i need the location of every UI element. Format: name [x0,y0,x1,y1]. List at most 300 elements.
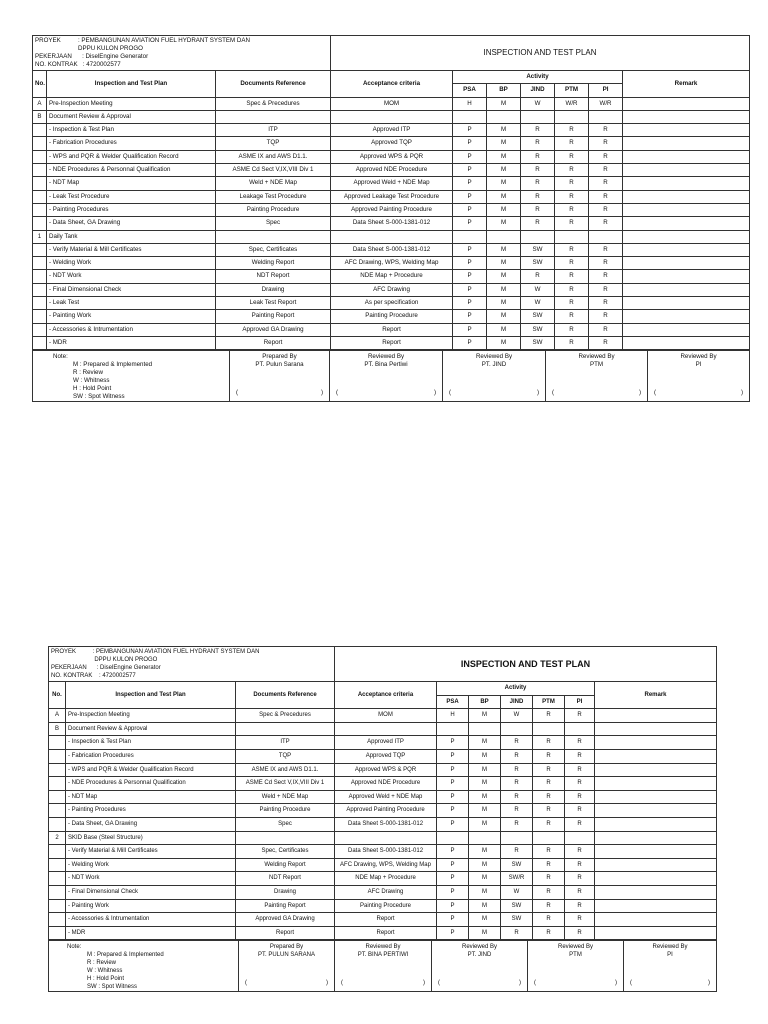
row-jind: W [501,709,533,723]
row-remark [623,164,750,177]
table-row [33,323,750,336]
row-ptm: R [533,845,565,859]
row-psa: P [453,190,487,203]
row-docs: ASME Cd Sect V,IX,VIII Div 1 [236,777,335,791]
row-remark [595,736,717,750]
row-psa: P [437,790,469,804]
row-no: 2 [49,831,66,845]
row-pi: R [565,899,595,913]
row-criteria: Data Sheet S-000-1381-012 [335,817,437,831]
row-criteria: Approved TQP [335,749,437,763]
row-jind: SW [501,899,533,913]
table-row [33,310,750,323]
row-no: 1 [33,230,47,243]
row-remark [623,270,750,283]
table-row [49,845,717,859]
row-ptm: R [533,858,565,872]
row-remark [595,804,717,818]
table-row [33,150,750,163]
signature-org: PT. JIND [467,952,492,959]
reviewed-by-ptm-block [546,351,648,402]
row-remark [595,885,717,899]
row-plan: - Verify Material & Mill Certificates [66,845,236,859]
row-jind: W [521,97,555,110]
row-remark [623,190,750,203]
row-docs: Spec, Certificates [216,243,331,256]
row-bp: M [487,243,521,256]
row-jind: W [521,297,555,310]
signature-org: PTM [589,361,604,369]
row-psa: P [437,913,469,927]
row-pi: R [565,817,595,831]
row-criteria: Approved Painting Procedure [335,804,437,818]
project-line: PROYEK : PEMBANGUNAN AVIATION FUEL HYDRANT SYSTEM DAN [35,37,250,44]
row-no: A [33,97,47,110]
row-remark [623,297,750,310]
signature-table [32,350,750,402]
row-docs: ITP [236,736,335,750]
row-pi: R [589,124,623,137]
signature-label: Reviewed By [680,353,717,361]
legend-m: M : Prepared & Implemented [73,361,153,369]
row-bp: M [469,872,501,886]
row-docs: Welding Report [236,858,335,872]
row-no [49,790,66,804]
row-ptm: R [533,763,565,777]
row-docs: Spec [236,817,335,831]
row-bp: M [487,270,521,283]
signature-line [443,389,545,397]
table-row [33,164,750,177]
table-row [33,137,750,150]
row-remark [595,845,717,859]
row-criteria: Painting Procedure [335,899,437,913]
row-plan: - Painting Procedures [47,203,216,216]
row-pi [565,722,595,736]
contract-line: NO. KONTRAK : 4720002577 [35,61,121,68]
row-pi [589,230,623,243]
table-row [49,831,717,845]
row-no [33,270,47,283]
row-ptm: R [555,137,589,150]
row-no [49,817,66,831]
paren-open: ( [534,980,536,987]
reviewed-by-jind-block [432,941,528,992]
table-row [49,722,717,736]
signature-line [648,389,749,397]
row-psa: P [453,124,487,137]
reviewed-by-bp-block [330,351,443,402]
paren-close: ) [433,389,436,397]
row-no [33,190,47,203]
reviewed-by-bp-block [335,941,432,992]
row-ptm: R [555,124,589,137]
row-bp: M [469,913,501,927]
row-jind: R [501,736,533,750]
table-row [49,777,717,791]
row-jind [501,831,533,845]
row-bp: M [487,97,521,110]
row-docs [216,110,331,123]
row-ptm: R [533,736,565,750]
row-ptm: R [533,777,565,791]
col-psa: PSA [437,695,469,709]
signature-line [624,979,716,987]
row-plan: Daily Tank [47,230,216,243]
row-psa: H [437,709,469,723]
legend-h: H : Hold Point [87,976,125,983]
row-jind: R [501,749,533,763]
row-no [33,137,47,150]
row-criteria: NDE Map + Procedure [331,270,453,283]
row-remark [623,257,750,270]
row-ptm: R [555,310,589,323]
row-ptm: R [555,164,589,177]
row-criteria: AFC Drawing [335,885,437,899]
row-remark [623,310,750,323]
row-plan: Pre-Inspection Meeting [47,97,216,110]
row-jind: R [501,790,533,804]
row-docs: Drawing [216,283,331,296]
row-pi: R [565,804,595,818]
signature-org: PT. Bina Pertiwi [364,361,408,369]
row-ptm: R [555,283,589,296]
row-plan: - Final Dimensional Check [47,283,216,296]
row-pi: R [565,913,595,927]
row-no [49,913,66,927]
col-no: No. [33,71,47,98]
row-remark [623,97,750,110]
row-jind [521,110,555,123]
row-bp: M [469,790,501,804]
row-psa [437,722,469,736]
row-no [49,926,66,940]
row-jind: SW [521,243,555,256]
row-plan: - Inspection & Test Plan [66,736,236,750]
row-ptm: R [533,899,565,913]
document-title: INSPECTION AND TEST PLAN [331,36,750,71]
row-remark [595,763,717,777]
row-jind: SW [501,913,533,927]
row-psa: P [437,845,469,859]
row-docs [236,831,335,845]
row-plan: - WPS and PQR & Welder Qualification Record [47,150,216,163]
row-remark [623,323,750,336]
row-no: B [49,722,66,736]
row-jind: SW [521,336,555,349]
signature-label: Reviewed By [365,944,401,951]
row-remark [595,872,717,886]
prepared-by-block [230,351,330,402]
row-pi: R [589,150,623,163]
row-plan: - Final Dimensional Check [66,885,236,899]
note-title: Note: [53,353,68,361]
paren-close: ) [638,389,641,397]
paren-close: ) [615,980,617,987]
col-jind: JIND [501,695,533,709]
row-pi: R [589,164,623,177]
row-criteria: Data Sheet S-000-1381-012 [335,845,437,859]
row-pi: R [589,217,623,230]
project-header [49,647,335,682]
row-psa: P [437,885,469,899]
row-ptm: R [555,177,589,190]
row-ptm: R [555,203,589,216]
row-plan: - Data Sheet, GA Drawing [66,817,236,831]
row-docs: Approved GA Drawing [216,323,331,336]
row-ptm: R [555,150,589,163]
row-criteria: Report [335,913,437,927]
row-no [33,124,47,137]
row-pi [565,831,595,845]
row-no [33,257,47,270]
legend-r: R : Review [73,369,103,377]
row-remark [623,243,750,256]
row-jind: R [501,777,533,791]
row-pi: R [589,336,623,349]
row-pi: R [589,323,623,336]
col-jind: JIND [521,84,555,97]
row-psa: P [453,150,487,163]
paren-open: ( [438,980,440,987]
row-docs: ASME Cd Sect V,IX,VIII Div 1 [216,164,331,177]
reviewed-by-ptm-block [528,941,624,992]
table-row [49,885,717,899]
row-docs [216,230,331,243]
table-row [49,817,717,831]
row-psa: P [437,763,469,777]
row-ptm: R [533,709,565,723]
table-row [33,283,750,296]
row-ptm: R [555,297,589,310]
row-ptm: R [533,913,565,927]
signature-table [48,940,717,992]
row-bp [487,110,521,123]
row-ptm: R [533,872,565,886]
row-remark [595,913,717,927]
row-criteria: MOM [335,709,437,723]
table-row [49,763,717,777]
row-no [33,203,47,216]
row-criteria [331,230,453,243]
row-bp: M [469,709,501,723]
row-pi: R [589,243,623,256]
legend-r: R : Review [87,960,117,967]
row-plan: - NDT Map [66,790,236,804]
row-psa: P [453,283,487,296]
table-row [49,736,717,750]
row-psa: P [437,749,469,763]
signature-org: PT. Pulun Sarana [255,361,304,369]
row-bp: M [469,749,501,763]
legend-w: W : Whitness [87,968,123,975]
table-row [33,217,750,230]
signature-org: PT. BINA PERTIWI [357,952,409,959]
row-bp: M [469,926,501,940]
row-ptm: R [533,885,565,899]
paren-open: ( [449,389,452,397]
row-plan: - Welding Work [47,257,216,270]
row-pi: R [565,845,595,859]
row-pi: R [589,310,623,323]
row-pi: R [565,872,595,886]
row-no [49,872,66,886]
signature-label: Prepared By [269,944,304,951]
row-plan: - Verify Material & Mill Certificates [47,243,216,256]
row-plan: - Fabrication Procedures [66,749,236,763]
row-plan: - Leak Test [47,297,216,310]
paren-close: ) [708,980,710,987]
row-pi: R [565,858,595,872]
table-row [33,297,750,310]
row-pi: R [565,749,595,763]
row-psa: P [453,336,487,349]
row-ptm: W/R [555,97,589,110]
row-bp: M [469,899,501,913]
table-row [49,899,717,913]
row-criteria: AFC Drawing, WPS, Welding Map [331,257,453,270]
table-row [49,709,717,723]
row-bp: M [469,736,501,750]
row-bp: M [487,203,521,216]
row-bp: M [487,177,521,190]
signature-org: PI [667,952,673,959]
row-docs: Spec & Precedures [236,709,335,723]
project-line-2: DPPU KULON PROGO [51,657,158,663]
row-pi: R [589,297,623,310]
row-bp: M [469,777,501,791]
legend-w: W : Whitness [73,377,110,385]
row-plan: Document Review & Approval [66,722,236,736]
table-row [33,177,750,190]
row-docs: TQP [216,137,331,150]
row-ptm: R [533,749,565,763]
row-psa: P [453,257,487,270]
row-bp [487,230,521,243]
row-criteria: Approved ITP [335,736,437,750]
signature-line [432,979,527,987]
itp-page-2 [48,646,717,992]
row-no: B [33,110,47,123]
row-criteria: Approved Painting Procedure [331,203,453,216]
row-psa: P [453,177,487,190]
itp-rows [33,97,750,350]
reviewed-by-jind-block [443,351,546,402]
row-remark [623,177,750,190]
row-criteria [331,110,453,123]
legend-sw: SW : Spot Witness [87,984,138,991]
paren-close: ) [326,980,328,987]
paren-close: ) [519,980,521,987]
signature-org: PTM [569,952,582,959]
signature-line [335,979,431,987]
col-pi: PI [565,695,595,709]
row-remark [623,124,750,137]
row-ptm [555,110,589,123]
table-row [33,124,750,137]
signature-org: PI [695,361,702,369]
row-docs: Spec [216,217,331,230]
row-docs: Painting Report [236,899,335,913]
row-criteria: Approved NDE Procedure [331,164,453,177]
row-jind: R [521,217,555,230]
row-docs: NDT Report [236,872,335,886]
row-jind: R [521,190,555,203]
row-jind: W [521,283,555,296]
table-row [33,257,750,270]
row-docs: NDT Report [216,270,331,283]
row-no [49,777,66,791]
note-title: Note: [67,944,82,951]
row-docs: Painting Procedure [216,203,331,216]
row-bp [469,722,501,736]
row-pi: R [589,257,623,270]
row-criteria: Report [331,323,453,336]
row-jind: R [501,926,533,940]
row-docs [236,722,335,736]
row-pi: R [589,137,623,150]
row-criteria: Painting Procedure [331,310,453,323]
row-docs: TQP [236,749,335,763]
col-plan: Inspection and Test Plan [66,682,236,709]
row-no [49,763,66,777]
row-jind: SW [521,310,555,323]
row-jind: R [521,137,555,150]
project-header [33,36,331,71]
row-psa: P [437,804,469,818]
row-plan: Document Review & Approval [47,110,216,123]
row-plan: - NDT Map [47,177,216,190]
row-no: A [49,709,66,723]
row-bp: M [487,150,521,163]
row-jind: W [501,885,533,899]
table-row [33,270,750,283]
col-criteria: Acceptance criteria [331,71,453,98]
row-pi: R [589,177,623,190]
row-psa: P [437,736,469,750]
row-bp: M [487,137,521,150]
row-docs: Painting Procedure [236,804,335,818]
row-docs: Spec & Precedures [216,97,331,110]
row-no [49,899,66,913]
row-bp: M [487,310,521,323]
row-plan: - NDT Work [47,270,216,283]
itp-rows [49,709,717,940]
row-psa: P [453,203,487,216]
row-plan: - Data Sheet, GA Drawing [47,217,216,230]
row-remark [595,858,717,872]
row-criteria: AFC Drawing [331,283,453,296]
col-psa: PSA [453,84,487,97]
row-ptm: R [555,270,589,283]
row-docs: Approved GA Drawing [236,913,335,927]
row-docs: ITP [216,124,331,137]
row-bp: M [469,845,501,859]
row-criteria: Approved NDE Procedure [335,777,437,791]
row-jind: R [521,164,555,177]
row-bp: M [487,283,521,296]
row-pi: R [565,736,595,750]
legend-m: M : Prepared & Implemented [87,952,164,959]
col-ptm: PTM [533,695,565,709]
row-plan: - NDE Procedures & Personnal Qualification [66,777,236,791]
row-remark [595,899,717,913]
row-bp: M [469,858,501,872]
row-jind: R [521,124,555,137]
row-bp [469,831,501,845]
row-no [33,323,47,336]
row-bp: M [469,763,501,777]
